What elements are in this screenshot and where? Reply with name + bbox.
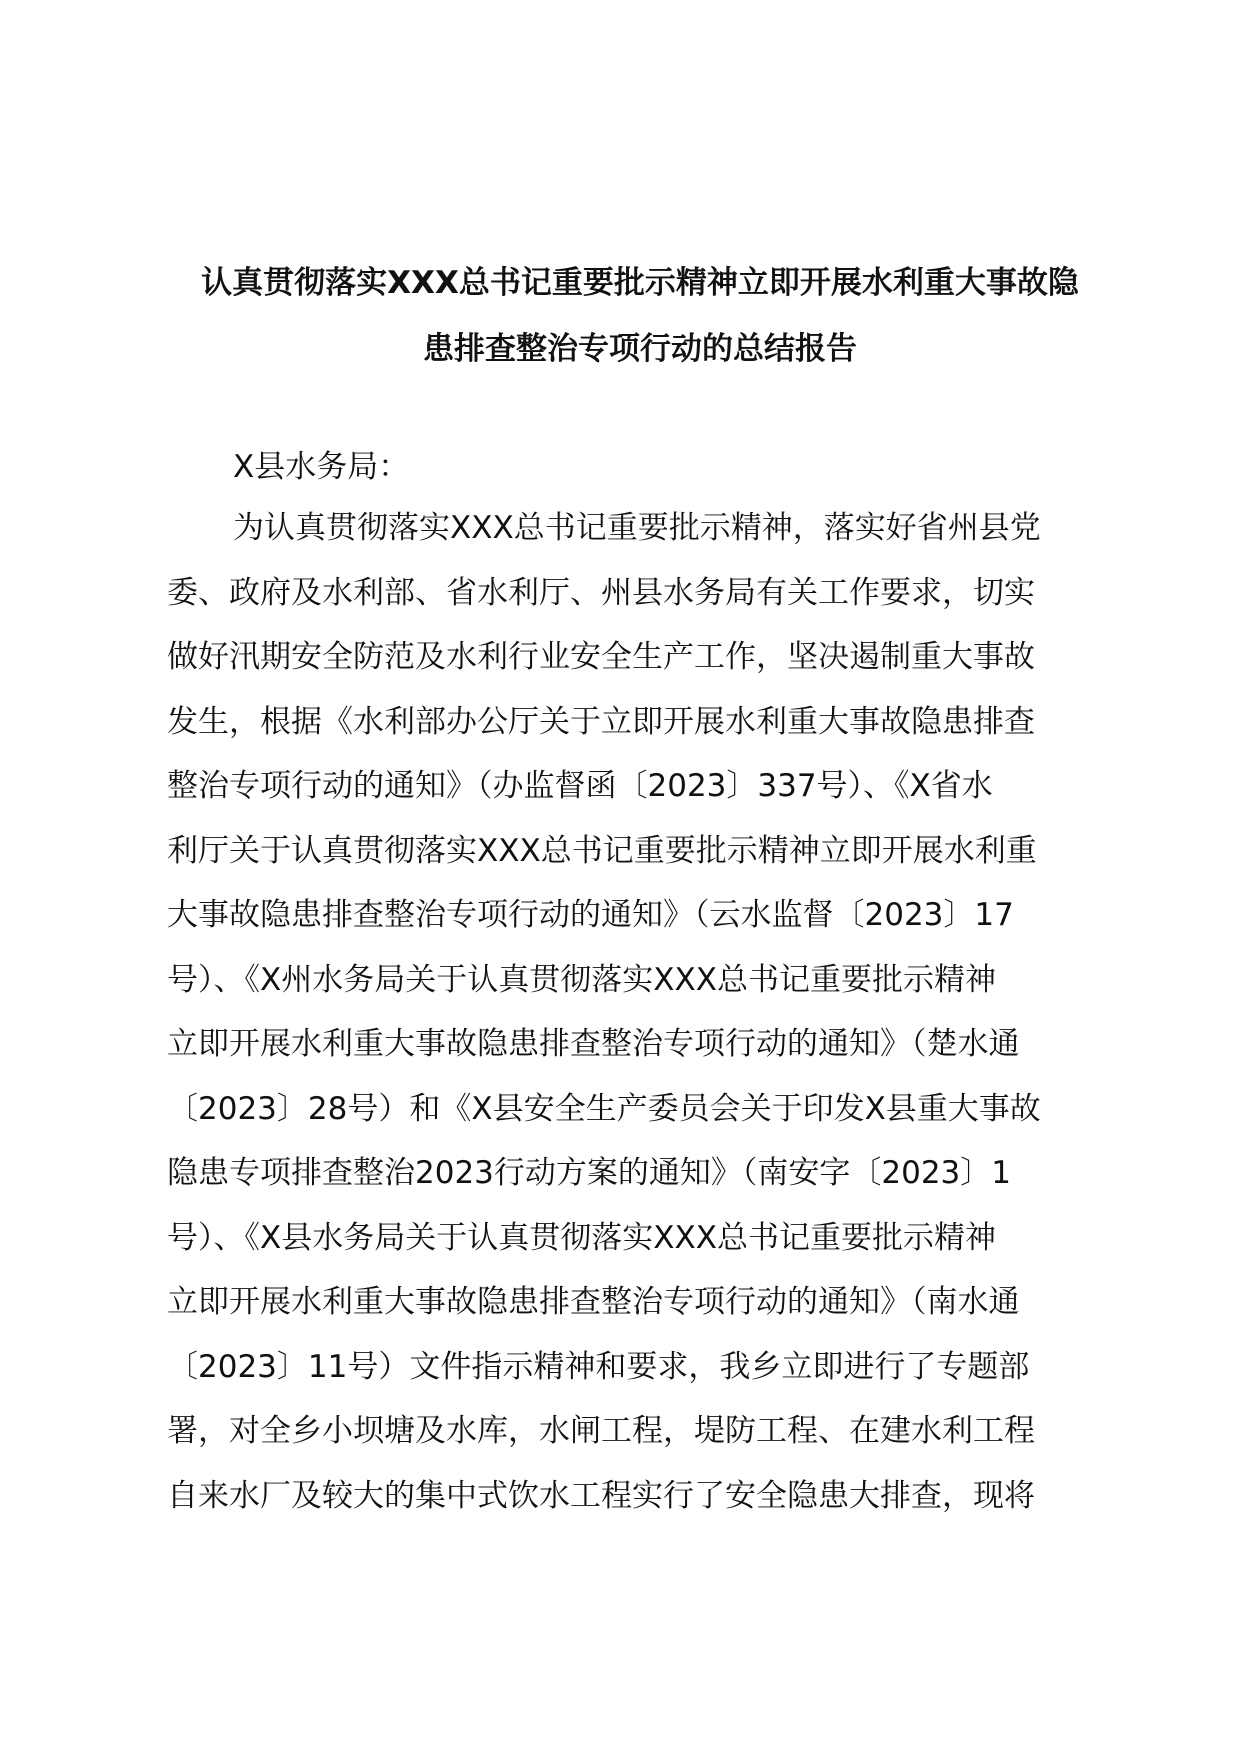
body-line: 〔2023〕11号）文件指示精神和要求，我乡立即进行了专题部: [167, 1348, 1030, 1385]
body-line: 自来水厂及较大的集中式饮水工程实行了安全隐患大排查，现将: [167, 1477, 1035, 1514]
body-line: 号）、《X州水务局关于认真贯彻落实XXX总书记重要批示精神: [167, 961, 996, 998]
body-line: 立即开展水利重大事故隐患排查整治专项行动的通知》（楚水通: [167, 1026, 1020, 1062]
body-line: 做好汛期安全防范及水利行业安全生产工作，坚决遏制重大事故: [167, 639, 1035, 675]
document-title: [160, 250, 1120, 382]
body-line: 大事故隐患排查整治专项行动的通知》（云水监督〔2023〕17: [167, 897, 1014, 933]
body-line: 利厅关于认真贯彻落实XXX总书记重要批示精神立即开展水利重: [167, 832, 1037, 869]
body-line: 署，对全乡小坝塘及水库，水闸工程，堤防工程、在建水利工程: [167, 1413, 1035, 1449]
salutation: X县水务局：: [233, 449, 410, 485]
body-line: 〔2023〕28号）和《X县安全生产委员会关于印发X县重大事故: [167, 1090, 1041, 1127]
body-line: 立即开展水利重大事故隐患排查整治专项行动的通知》（南水通: [167, 1284, 1020, 1320]
body-line: 隐患专项排查整治2023行动方案的通知》（南安字〔2023〕1: [167, 1155, 1012, 1191]
body-line: 发生，根据《水利部办公厅关于立即开展水利重大事故隐患排查: [167, 703, 1035, 740]
body-text: [167, 496, 1127, 1528]
body-line: 委、政府及水利部、省水利厅、州县水务局有关工作要求，切实: [167, 574, 1035, 611]
body-line: 号）、《X县水务局关于认真贯彻落实XXX总书记重要批示精神: [167, 1219, 996, 1256]
title-line-2: 患排查整治专项行动的总结报告: [423, 331, 857, 367]
body-line: 整治专项行动的通知》（办监督函〔2023〕337号）、《X省水: [167, 768, 993, 804]
title-line-1: 认真贯彻落实XXX总书记重要批示精神立即开展水利重大事故隐: [201, 265, 1079, 301]
body-line: 为认真贯彻落实XXX总书记重要批示精神，落实好省州县党: [233, 510, 1041, 546]
